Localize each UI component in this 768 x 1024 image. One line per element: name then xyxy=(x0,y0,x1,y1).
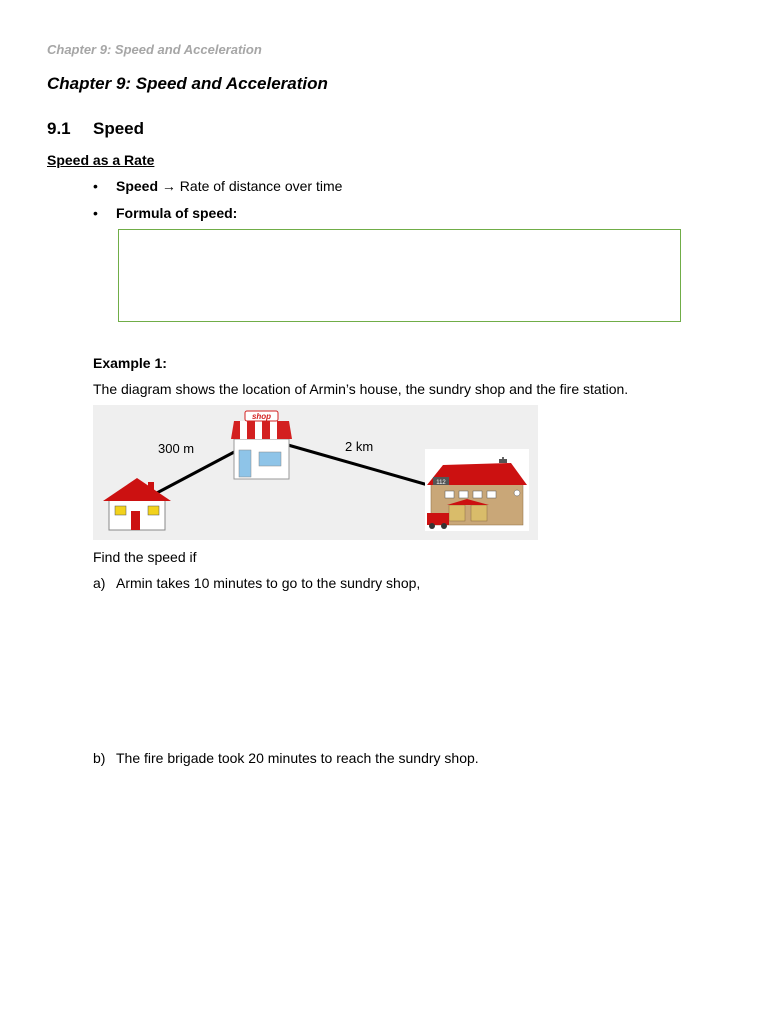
fire-station-icon xyxy=(425,449,529,531)
bullet-formula xyxy=(93,205,237,221)
station-sign: 112 xyxy=(436,480,446,486)
bullet-term: Formula of speed: xyxy=(116,205,238,221)
bullet-term: Speed xyxy=(116,178,159,194)
road-house-shop xyxy=(153,450,238,495)
question-b xyxy=(93,750,479,766)
example-label: Example 1: xyxy=(93,355,167,371)
bullet-dot: • xyxy=(93,178,98,194)
section-number: 9.1 xyxy=(47,119,71,138)
question-text: Armin takes 10 minutes to go to the sundry shop, xyxy=(116,575,421,591)
bullet-speed xyxy=(93,178,342,194)
shop-icon xyxy=(231,411,292,479)
formula-answer-box xyxy=(118,229,681,322)
distance-label-300m: 300 m xyxy=(158,441,195,456)
question-label: a) xyxy=(93,575,106,591)
bullet-text: Rate of distance over time xyxy=(175,178,343,194)
question-label: b) xyxy=(93,750,106,766)
diagram-svg xyxy=(93,405,538,540)
find-prompt: Find the speed if xyxy=(93,549,197,565)
section-title: Speed xyxy=(93,119,145,138)
arrow-icon: → xyxy=(161,178,176,194)
chapter-title: Chapter 9: Speed and Acceleration xyxy=(47,74,328,93)
location-diagram xyxy=(93,405,538,540)
subheading: Speed as a Rate xyxy=(47,152,155,168)
example-intro: The diagram shows the location of Armin’s house, the sundry shop and the fire station. xyxy=(93,381,629,397)
distance-label-2km: 2 km xyxy=(345,439,374,454)
question-text: The fire brigade took 20 minutes to reach the sundry shop. xyxy=(116,750,479,766)
shop-sign: shop xyxy=(251,412,272,421)
bullet-dot: • xyxy=(93,205,98,221)
question-a xyxy=(93,575,420,591)
house-icon xyxy=(103,478,171,530)
running-header: Chapter 9: Speed and Acceleration xyxy=(47,42,262,57)
section-heading xyxy=(47,119,144,139)
